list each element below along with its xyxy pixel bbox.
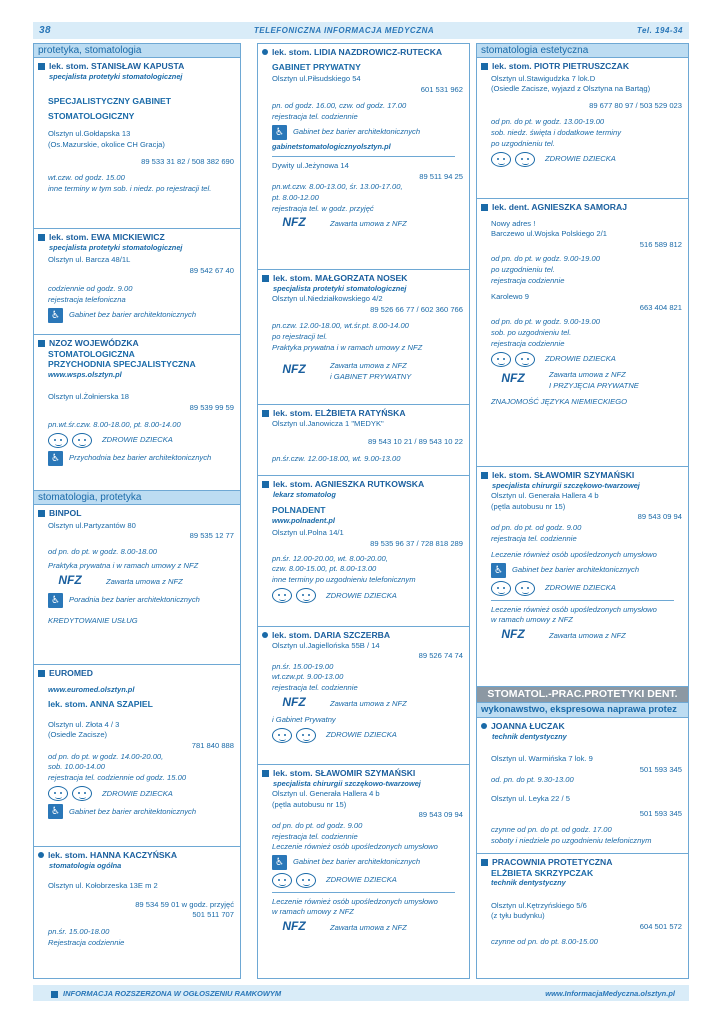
listing-name: lek. stom. HANNA KACZYŃSKA xyxy=(48,850,178,860)
address: Olsztyn ul.Niedziałkowskiego 4/2 xyxy=(272,294,383,304)
listing-name: lek. dent. AGNIESZKA SAMORAJ xyxy=(492,202,627,212)
listing-name: PRZYCHODNIA SPECJALISTYCZNA xyxy=(48,359,196,370)
listing-name: lek. stom. PIOTR PIETRUSZCZAK xyxy=(492,61,630,71)
bullet-square-icon xyxy=(38,340,45,347)
nfz-logo-icon: NFZ xyxy=(282,918,306,933)
listing xyxy=(258,765,469,942)
address: (Osiedle Zacisze) xyxy=(48,730,108,740)
listing-name: EUROMED xyxy=(49,668,93,678)
phone: 89 533 31 82 / 508 382 690 xyxy=(141,156,234,166)
hours: Leczenie również osób upośledzonych umysłowo xyxy=(272,842,438,852)
hours: od pn. do pt. od godz. 9.00 xyxy=(491,522,582,532)
hours: pn.śr. 12.00-20.00, wt. 8.00-20.00, xyxy=(272,553,388,563)
listing xyxy=(477,58,688,199)
practice-name: GABINET PRYWATNY xyxy=(272,61,361,72)
bullet-square-icon xyxy=(481,204,488,211)
listing-name: lek. stom. STANISŁAW KAPUSTA xyxy=(49,61,185,71)
address: Olsztyn ul.Kętrzyńskiego 5/6 xyxy=(491,900,587,910)
phone: 89 542 67 40 xyxy=(189,265,234,275)
bullet-square-icon xyxy=(51,991,58,998)
bullet-square-icon xyxy=(38,510,45,517)
hours: od pn. do pt. w godz. 9.00-19.00 xyxy=(491,254,600,264)
phone: 89 535 12 77 xyxy=(189,531,234,541)
hours: od pn. do pt. od godz. 9.00 xyxy=(272,820,363,830)
nfz-note: Zawarta umowa z NFZ xyxy=(549,370,626,380)
footer-website[interactable]: www.InformacjaMedyczna.olsztyn.pl xyxy=(545,988,675,998)
address: Olsztyn ul. Warmińska 7 lok. 9 xyxy=(491,754,593,764)
hours: pn.wt.czw. 8.00-13.00, śr. 13.00-17.00, xyxy=(272,182,403,192)
listing-subtitle: specjalista chirurgii szczękowo-twarzowej xyxy=(273,778,421,788)
bullet-square-icon xyxy=(38,63,45,70)
address: (z tyłu budynku) xyxy=(491,911,545,921)
bullet-square-icon xyxy=(262,481,269,488)
hours: pn. od godz. 16.00, czw. od godz. 17.00 xyxy=(272,101,407,111)
address: Olsztyn ul.Stawigudzka 7 lok.D xyxy=(491,73,596,83)
accessibility-note: Gabinet bez barier architektonicznych xyxy=(293,126,421,136)
listing-name: lek. stom. MAŁGORZATA NOSEK xyxy=(273,273,408,283)
hours: codziennie od godz. 9.00 xyxy=(48,284,133,294)
address: Olsztyn ul. Barcza 48/1L xyxy=(48,255,131,265)
kids-note: ZDROWIE DZIECKA xyxy=(545,582,616,592)
phone: 89 526 74 74 xyxy=(418,651,463,661)
website-link[interactable]: www.polnadent.pl xyxy=(272,515,335,525)
practice-name: STOMATOLOGICZNY xyxy=(48,110,135,121)
children-faces-icon xyxy=(491,352,535,367)
listing-name: STOMATOLOGICZNA xyxy=(48,348,135,359)
wheelchair-icon: ♿ xyxy=(272,855,287,870)
nfz-note: Zawarta umowa z NFZ xyxy=(330,361,407,371)
hours: Rejestracja codziennie xyxy=(48,937,125,947)
nfz-note: Zawarta umowa z NFZ xyxy=(106,577,183,587)
bullet-square-icon xyxy=(481,472,488,479)
nfz-note: i GABINET PRYWATNY xyxy=(330,371,412,381)
hours: wt.czw. od godz. 15.00 xyxy=(48,173,125,183)
section-header: stomatologia, protetyka xyxy=(34,491,240,505)
listing-subtitle: technik dentystyczny xyxy=(492,731,567,741)
address-note: Nowy adres ! xyxy=(491,218,536,228)
listing-name: NZOZ WOJEWÓDZKA xyxy=(49,338,139,348)
hours: pn.śr. 15.00-18.00 xyxy=(48,926,110,936)
kids-note: ZDROWIE DZIECKA xyxy=(326,730,397,740)
children-faces-icon xyxy=(48,786,92,801)
bullet-square-icon xyxy=(262,410,269,417)
address: (Osiedle Zacisze, wyjazd z Olsztyna na Bartąg) xyxy=(491,84,651,94)
listing xyxy=(477,467,688,687)
hours: czw. 8.00-15.00, pt. 8.00-13.00 xyxy=(272,564,377,574)
listing-subtitle: lekarz stomatolog xyxy=(273,489,336,499)
hours: soboty i niedziele po uzgodnieniu telefonicznym xyxy=(491,835,652,845)
hours: po uzgodnieniu tel. xyxy=(491,138,555,148)
listing-name: lek. stom. AGNIESZKA RUTKOWSKA xyxy=(273,479,425,489)
nfz-note: i Gabinet Prywatny xyxy=(272,714,336,724)
hours: czynne od pn. do pt. od godz. 17.00 xyxy=(491,825,612,835)
listing xyxy=(34,229,240,335)
nfz-note: Zawarta umowa z NFZ xyxy=(330,219,407,229)
nfz-note: Zawarta umowa z NFZ xyxy=(330,923,407,933)
listing-subtitle: specjalista chirurgii szczękowo-twarzowej xyxy=(492,480,640,490)
footer-note: INFORMACJA ROZSZERZONA W OGŁOSZENIU RAMKOWYM xyxy=(63,988,282,998)
note: Leczenie również osób upośledzonych umysłowo xyxy=(272,896,438,906)
phone: 89 535 96 37 / 728 818 289 xyxy=(370,538,463,548)
nfz-logo-icon: NFZ xyxy=(282,215,306,230)
phone: 89 543 09 94 xyxy=(418,810,463,820)
phone: 781 840 888 xyxy=(191,740,234,750)
hours: po rejestracji tel. xyxy=(272,331,328,341)
hours: pt. 8.00-12.00 xyxy=(272,192,319,202)
bullet-square-icon xyxy=(481,859,488,866)
nfz-logo-icon: NFZ xyxy=(501,626,525,641)
wheelchair-icon: ♿ xyxy=(272,125,287,140)
hours: pn.wt.śr.czw. 8.00-18.00, pt. 8.00-14.00 xyxy=(48,419,181,429)
listing xyxy=(258,476,469,627)
address: Olsztyn ul.Polna 14/1 xyxy=(272,528,344,538)
website-link[interactable]: www.wsps.olsztyn.pl xyxy=(48,369,122,379)
page-header xyxy=(33,22,689,39)
listing xyxy=(258,270,469,405)
listing xyxy=(34,505,240,665)
hours: rejestracja tel. codziennie xyxy=(272,831,358,841)
listing-subtitle: specjalista protetyki stomatologicznej xyxy=(49,71,183,81)
hours: sob. 10.00-14.00 xyxy=(48,762,105,772)
phone: 663 404 821 xyxy=(639,302,682,312)
address: Olsztyn ul.Gołdapska 13 xyxy=(48,129,131,139)
bullet-square-icon xyxy=(481,63,488,70)
bullet-dot-icon xyxy=(481,723,487,729)
bullet-dot-icon xyxy=(262,49,268,55)
hours: rejestracja tel. codziennie xyxy=(272,111,358,121)
page-number: 38 xyxy=(39,25,52,36)
note: Leczenie również osób upośledzonych umysłowo xyxy=(491,604,657,614)
nfz-note: I PRZYJĘCIA PRYWATNE xyxy=(549,380,639,390)
header-tel: Tel. 194-34 xyxy=(636,26,683,35)
hours: inne terminy w tym sob. i niedz. po rejestracji tel. xyxy=(48,183,212,193)
listing xyxy=(34,58,240,229)
hours: od. pn. do pt. 9.30-13.00 xyxy=(491,775,574,785)
address: Karolewo 9 xyxy=(491,292,529,302)
hours: Praktyka prywatna i w ramach umowy z NFZ xyxy=(48,561,199,571)
wheelchair-icon: ♿ xyxy=(48,593,63,608)
listing-subtitle: technik dentystyczny xyxy=(491,878,566,888)
phone: 89 511 94 25 xyxy=(419,171,463,181)
listing xyxy=(34,335,240,491)
accessibility-note: Gabinet bez barier architektonicznych xyxy=(69,806,197,816)
address: Olsztyn ul. Generała Hallera 4 b xyxy=(272,789,380,799)
hours: od pn. do pt. w godz. 8.00-18.00 xyxy=(48,546,157,556)
children-faces-icon xyxy=(272,728,316,743)
kids-note: ZDROWIE DZIECKA xyxy=(102,435,173,445)
address: Olsztyn ul.Partyzantów 80 xyxy=(48,520,136,530)
address: (pętla autobusu nr 15) xyxy=(272,799,347,809)
phone: 604 501 572 xyxy=(639,921,682,931)
listing-name: JOANNA ŁUCZAK xyxy=(491,721,565,731)
address: Olsztyn ul. Leyka 22 / 5 xyxy=(491,793,570,803)
website-link[interactable]: www.euromed.olsztyn.pl xyxy=(48,684,135,694)
doctor-name: lek. stom. ANNA SZAPIEL xyxy=(48,699,153,710)
phone: 89 534 59 01 w godz. przyjęć xyxy=(135,899,234,909)
hours: rejestracja tel. codziennie od godz. 15.00 xyxy=(48,772,187,782)
children-faces-icon xyxy=(48,433,92,448)
wheelchair-icon: ♿ xyxy=(491,563,506,578)
bullet-square-icon xyxy=(38,234,45,241)
bullet-square-icon xyxy=(262,275,269,282)
hours: od pn. do pt. w godz. 14.00-20.00, xyxy=(48,751,164,761)
kids-note: ZDROWIE DZIECKA xyxy=(326,874,397,884)
hours: inne terminy po uzgodnieniu telefonicznym xyxy=(272,574,416,584)
children-faces-icon xyxy=(491,152,535,167)
listing xyxy=(258,627,469,765)
hours: pn.śr.czw. 12.00-18.00, wt. 9.00-13.00 xyxy=(272,453,401,463)
wheelchair-icon: ♿ xyxy=(48,804,63,819)
nfz-logo-icon: NFZ xyxy=(501,371,525,386)
extra-note: KREDYTOWANIE USŁUG xyxy=(48,615,138,625)
website-link[interactable]: gabinetstomatologicznyolsztyn.pl xyxy=(272,141,391,151)
listing xyxy=(258,44,469,270)
listing xyxy=(258,405,469,476)
address: Olsztyn ul.Janowicza 1 "MEDYK" xyxy=(272,418,384,428)
note: Leczenie również osób upośledzonych umysłowo xyxy=(491,550,657,560)
hours: rejestracja tel. codziennie xyxy=(491,533,577,543)
children-faces-icon xyxy=(272,588,316,603)
listing xyxy=(34,847,240,951)
hours: pn.czw. 12.00-18.00, wt.śr.pt. 8.00-14.00 xyxy=(272,321,409,331)
listing-subtitle: specjalista protetyki stomatologicznej xyxy=(273,283,407,293)
address: Olsztyn ul.Żołnierska 18 xyxy=(48,392,130,402)
listing xyxy=(34,665,240,847)
listing xyxy=(477,854,688,950)
hours: czynne od pn. do pt. 8.00-15.00 xyxy=(491,936,598,946)
nfz-logo-icon: NFZ xyxy=(58,572,82,587)
accessibility-note: Gabinet bez barier architektonicznych xyxy=(512,564,640,574)
kids-note: ZDROWIE DZIECKA xyxy=(545,154,616,164)
bullet-square-icon xyxy=(38,670,45,677)
hours: rejestracja telefoniczna xyxy=(48,294,126,304)
address: Olsztyn ul. Generała Hallera 4 b xyxy=(491,491,599,501)
listing-name: lek. stom. EWA MICKIEWICZ xyxy=(49,232,165,242)
address: Barczewo ul.Wojska Polskiego 2/1 xyxy=(491,229,607,239)
address: Olsztyn ul.Piłsudskiego 54 xyxy=(272,74,361,84)
column-3 xyxy=(476,43,689,979)
kids-note: ZDROWIE DZIECKA xyxy=(545,354,616,364)
phone: 89 526 66 77 / 602 360 766 xyxy=(370,304,463,314)
language-note: ZNAJOMOŚĆ JĘZYKA NIEMIECKIEGO xyxy=(491,397,628,407)
phone: 89 677 80 97 / 503 529 023 xyxy=(589,100,682,110)
address: (Os.Mazurskie, okolice CH Gracja) xyxy=(48,139,165,149)
listing-name: lek. stom. DARIA SZCZERBA xyxy=(272,630,391,640)
page-footer xyxy=(33,985,689,1001)
address: Olsztyn ul. Złota 4 / 3 xyxy=(48,719,120,729)
hours: od pn. do pt. w godz. 9.00-19.00 xyxy=(491,317,600,327)
practice-name: SPECJALISTYCZNY GABINET xyxy=(48,96,172,107)
hours: sob. po uzgodnieniu tel. xyxy=(491,327,572,337)
listing-name: ELŻBIETA SKRZYPCZAK xyxy=(491,867,594,878)
listing xyxy=(477,718,688,854)
address: Dywity ul.Jeżynowa 14 xyxy=(272,161,349,171)
phone: 89 543 10 21 / 89 543 10 22 xyxy=(367,437,463,447)
nfz-note: Zawarta umowa z NFZ xyxy=(549,631,626,641)
listing-subtitle: stomatologia ogólna xyxy=(49,860,122,870)
kids-note: ZDROWIE DZIECKA xyxy=(326,590,397,600)
listing-name: PRACOWNIA PROTETYCZNA xyxy=(492,857,613,867)
listing-name: lek. stom. SŁAWOMIR SZYMAŃSKI xyxy=(273,768,416,778)
note: w ramach umowy z NFZ xyxy=(272,907,354,917)
listing-name: lek. stom. SŁAWOMIR SZYMAŃSKI xyxy=(492,470,635,480)
wheelchair-icon: ♿ xyxy=(48,451,63,466)
hours: sob. niedz. święta i dodatkowe terminy xyxy=(491,127,622,137)
section-header: protetyka, stomatologia xyxy=(34,44,240,58)
phone: 501 511 707 xyxy=(192,910,234,920)
address: Olsztyn ul.Jagiellońska 55B / 14 xyxy=(272,640,380,650)
address: Olsztyn ul. Kołobrzeska 13E m 2 xyxy=(48,881,158,891)
bullet-square-icon xyxy=(262,770,269,777)
section-subheader: wykonawstwo, ekspresowa naprawa protez xyxy=(477,703,688,718)
column-2 xyxy=(257,43,470,979)
phone: 501 593 345 xyxy=(639,808,682,818)
listing-name: BINPOL xyxy=(49,508,82,518)
note: w ramach umowy z NFZ xyxy=(491,615,573,625)
practice-name: POLNADENT xyxy=(272,505,326,516)
listing-name: lek. stom. LIDIA NAZDROWICZ-RUTECKA xyxy=(272,47,443,57)
hours: po uzgodnieniu tel. xyxy=(491,264,555,274)
bullet-dot-icon xyxy=(262,632,268,638)
wheelchair-icon: ♿ xyxy=(48,308,63,323)
listing-name: lek. stom. ELŻBIETA RATYŃSKA xyxy=(273,408,406,418)
hours: rejestracja tel. codziennie xyxy=(272,682,358,692)
column-1 xyxy=(33,43,241,979)
hours: wt.czw.pt. 9.00-13.00 xyxy=(272,672,344,682)
hours: rejestracja codziennie xyxy=(491,275,565,285)
accessibility-note: Gabinet bez barier architektonicznych xyxy=(293,856,421,866)
kids-note: ZDROWIE DZIECKA xyxy=(102,788,173,798)
hours: pn.śr. 15.00-19.00 xyxy=(272,661,334,671)
phone: 501 593 345 xyxy=(639,764,682,774)
accessibility-note: Gabinet bez barier architektonicznych xyxy=(69,309,197,319)
phone: 601 531 962 xyxy=(420,84,463,94)
hours: Praktyka prywatna i w ramach umowy z NFZ xyxy=(272,342,423,352)
accessibility-note: Przychodnia bez barier architektonicznych xyxy=(69,453,212,463)
hours: od pn. do pt. w godz. 13.00-19.00 xyxy=(491,117,605,127)
children-faces-icon xyxy=(272,873,316,888)
hours: rejestracja tel. w godz. przyjęć xyxy=(272,203,374,213)
listing-subtitle: specjalista protetyki stomatologicznej xyxy=(49,242,183,252)
phone: 89 543 09 94 xyxy=(637,512,682,522)
phone: 516 589 812 xyxy=(639,239,682,249)
bullet-dot-icon xyxy=(38,852,44,858)
nfz-logo-icon: NFZ xyxy=(282,362,306,377)
nfz-note: Zawarta umowa z NFZ xyxy=(330,698,407,708)
section-header: stomatologia estetyczna xyxy=(477,44,688,58)
children-faces-icon xyxy=(491,581,535,596)
nfz-logo-icon: NFZ xyxy=(282,694,306,709)
address: (pętla autobusu nr 15) xyxy=(491,501,566,511)
page-title: TELEFONICZNA INFORMACJA MEDYCZNA xyxy=(253,26,435,35)
phone: 89 539 99 59 xyxy=(189,402,234,412)
section-header-dark: STOMATOL.-PRAC.PROTETYKI DENT. xyxy=(477,687,688,703)
accessibility-note: Poradnia bez barier architektonicznych xyxy=(69,595,200,605)
hours: rejestracja codziennie xyxy=(491,338,565,348)
listing xyxy=(477,199,688,467)
